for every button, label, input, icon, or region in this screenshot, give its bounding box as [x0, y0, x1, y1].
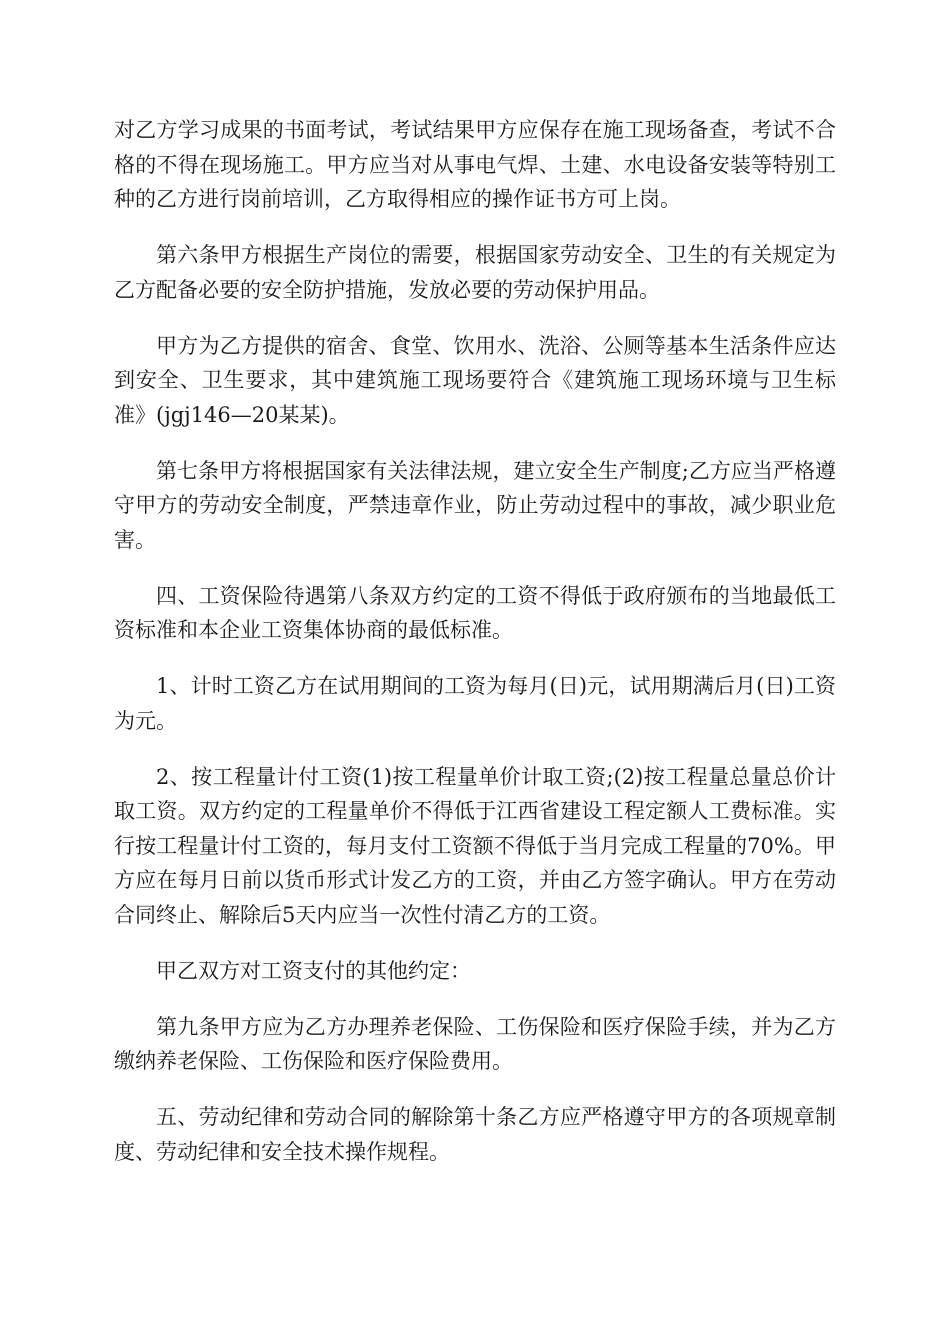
document-body — [114, 113, 836, 1191]
paragraph-section-5-article-10: 五、劳动纪律和劳动合同的解除第十条乙方应严格遵守甲方的各项规章制度、劳动纪律和安全技术操作规程。 — [114, 1105, 836, 1164]
paragraph-section-4-article-8: 四、工资保险待遇第八条双方约定的工资不得低于政府颁布的当地最低工资标准和本企业工资集体协商的最低标准。 — [114, 583, 836, 642]
paragraph-other-agreements: 甲乙双方对工资支付的其他约定： — [156, 958, 471, 983]
paragraph-piece-wage: 2、按工程量计付工资(1)按工程量单价计取工资;(2)按工程量总量总价计取工资。双方约定的工程量单价不得低于江西省建设工程定额人工费标准。实行按工程量计付工资的，每月支付工资额不得低于当月完成工程量的70%。甲方应在每月日前以货币形式计发乙方的工资，并由乙方签字确认。甲方在劳动合同终止、解除后5天内应当一次性付清乙方的工资。 — [114, 764, 836, 927]
paragraph-article-9: 第九条甲方应为乙方办理养老保险、工伤保险和医疗保险手续，并为乙方缴纳养老保险、工伤保险和医疗保险费用。 — [114, 1014, 836, 1073]
paragraph-living-conditions: 甲方为乙方提供的宿舍、食堂、饮用水、洗浴、公厕等基本生活条件应达到安全、卫生要求，其中建筑施工现场要符合《建筑施工现场环境与卫生标准》(jgj146—20某某)。 — [114, 333, 836, 427]
paragraph-article-6: 第六条甲方根据生产岗位的需要，根据国家劳动安全、卫生的有关规定为乙方配备必要的安全防护措施，发放必要的劳动保护用品。 — [114, 243, 836, 302]
paragraph-article-7: 第七条甲方将根据国家有关法律法规，建立安全生产制度;乙方应当严格遵守甲方的劳动安全制度，严禁违章作业，防止劳动过程中的事故，减少职业危害。 — [114, 458, 836, 552]
paragraph-hourly-wage: 1、计时工资乙方在试用期间的工资为每月(日)元，试用期满后月(日)工资为元。 — [114, 674, 836, 733]
paragraph-exam-training: 对乙方学习成果的书面考试，考试结果甲方应保存在施工现场备查，考试不合格的不得在现场施工。甲方应当对从事电气焊、土建、水电设备安装等特别工种的乙方进行岗前培训，乙方取得相应的操作证书方可上岗。 — [114, 118, 836, 211]
